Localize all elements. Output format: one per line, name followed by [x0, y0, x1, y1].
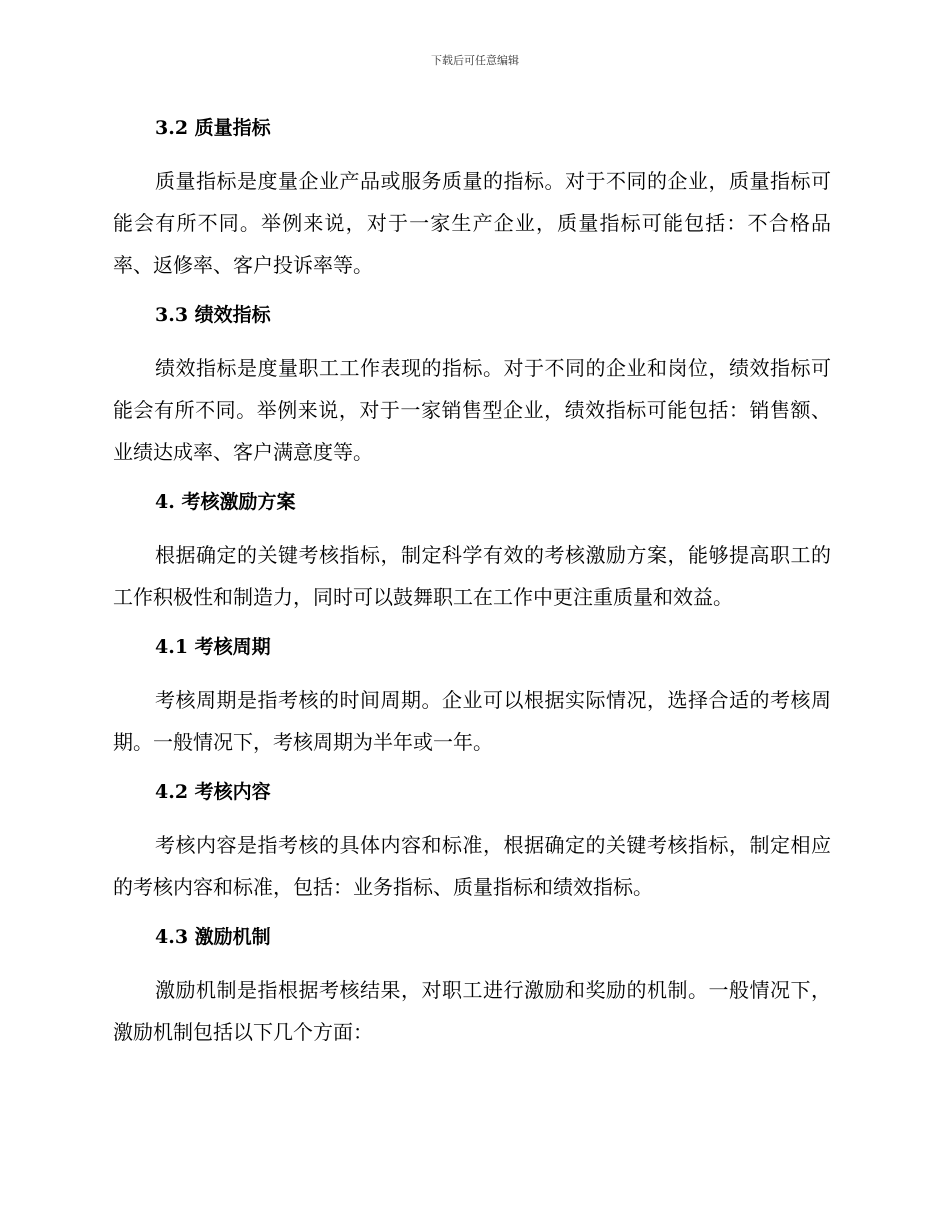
section-paragraph: 激励机制是指根据考核结果，对职工进行激励和奖励的机制。一般情况下，激励机制包括以下几个方面： [113, 978, 831, 1044]
section-heading: 4. 考核激励方案 [155, 491, 296, 513]
section-paragraph: 考核内容是指考核的具体内容和标准，根据确定的关键考核指标，制定相应的考核内容和标准，包括：业务指标、质量指标和绩效指标。 [113, 833, 831, 899]
section-heading: 4.1 考核周期 [155, 636, 271, 658]
section-paragraph: 考核周期是指考核的时间周期。企业可以根据实际情况，选择合适的考核周期。一般情况下，考核周期为半年或一年。 [113, 688, 831, 754]
document-body [113, 108, 831, 1053]
section-heading: 4.3 激励机制 [155, 926, 271, 948]
page-header: 下载后可任意编辑 [431, 54, 519, 67]
section-paragraph: 绩效指标是度量职工工作表现的指标。对于不同的企业和岗位，绩效指标可能会有所不同。举例来说，对于一家销售型企业，绩效指标可能包括：销售额、业绩达成率、客户满意度等。 [113, 356, 831, 464]
section-heading: 4.2 考核内容 [155, 781, 271, 803]
section-paragraph: 质量指标是度量企业产品或服务质量的指标。对于不同的企业，质量指标可能会有所不同。举例来说，对于一家生产企业，质量指标可能包括：不合格品率、返修率、客户投诉率等。 [113, 169, 831, 277]
section-paragraph: 根据确定的关键考核指标，制定科学有效的考核激励方案，能够提高职工的工作积极性和制造力，同时可以鼓舞职工在工作中更注重质量和效益。 [113, 543, 831, 609]
section-heading: 3.3 绩效指标 [155, 304, 271, 326]
section-heading: 3.2 质量指标 [155, 117, 271, 139]
